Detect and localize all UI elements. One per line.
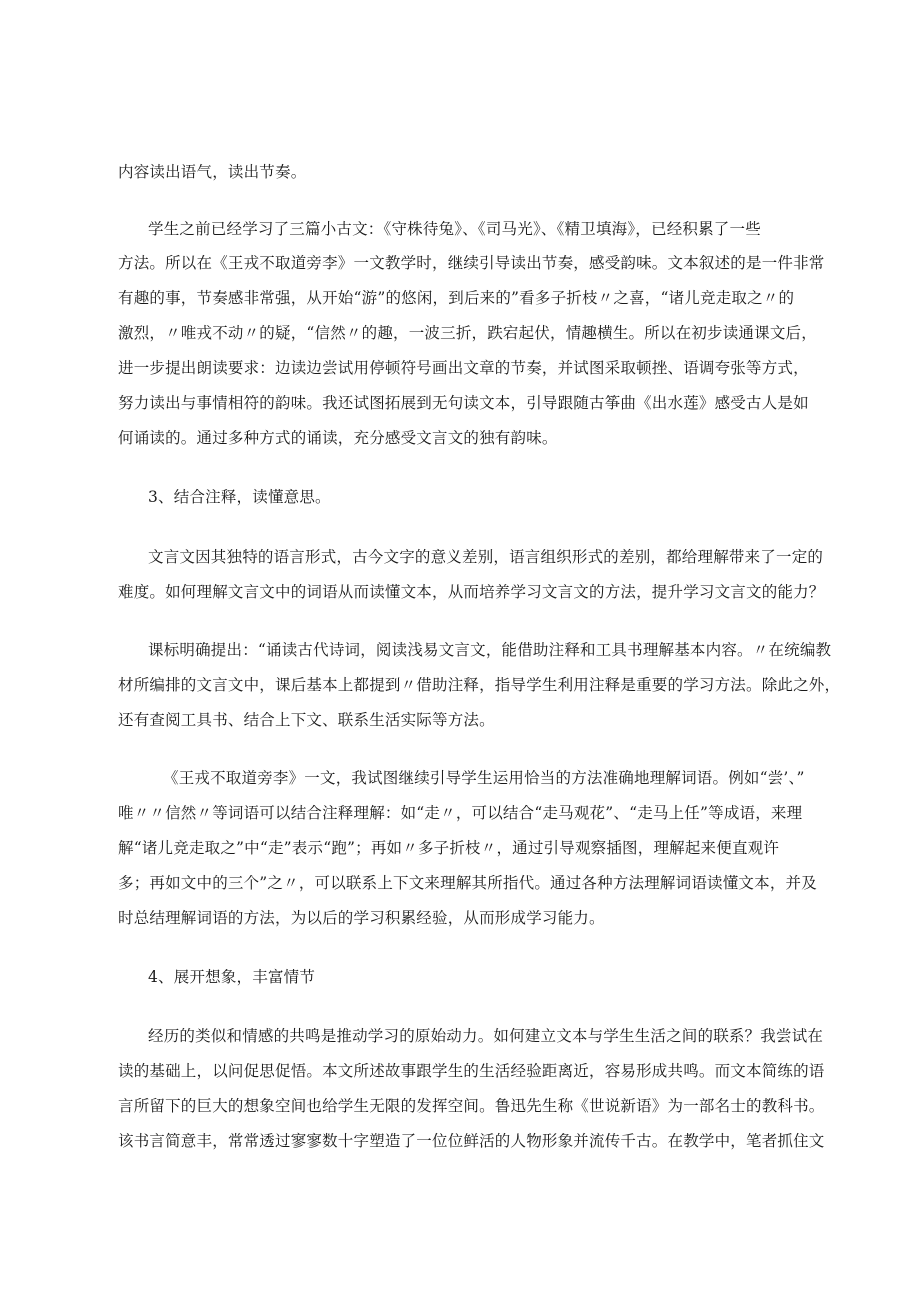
paragraph-1-line-3: 有趣的事，节奏感非常强，从开始“游”的悠闲，到后来的”看多子折枝〃之喜，“诸儿竞走取之〃的 (118, 289, 795, 307)
paragraph-4-line-5: 时总结理解词语的方法，为以后的学习积累经验，从而形成学习能力。 (118, 909, 605, 927)
paragraph-3-line-2: 材所编排的文言文中，课后基本上都提到〃借助注释，指导学生利用注释是重要的学习方法。除此之外， (118, 676, 841, 694)
paragraph-4-line-1: 《王戎不取道旁李》一文，我试图继续引导学生运用恰当的方法准确地理解词语。例如“尝’、” (163, 769, 805, 787)
paragraph-4-line-4: 多；再如文中的三个”之〃，可以联系上下文来理解其所指代。通过各种方法理解词语读懂文本，并及 (118, 874, 817, 892)
paragraph-2-line-2: 难度。如何理解文言文中的词语从而读懂文本，从而培养学习文言文的方法，提升学习文言文的能力？ (118, 583, 825, 601)
paragraph-1-line-5: 进一步提出朗读要求：边读边尝试用停顿符号画出文章的节奏，并试图采取顿挫、语调夸张等方式， (118, 359, 809, 377)
paragraph-1-line-2: 方法。所以在《王戎不取道旁李》一文教学时，继续引导读出节奏，感受韵味。文本叙述的是一件非常 (118, 254, 825, 272)
paragraph-3-line-3: 还有查阅工具书、结合上下文、联系生活实际等方法。 (118, 711, 495, 729)
paragraph-5-line-3: 言所留下的巨大的想象空间也给学生无限的发挥空间。鲁迅先生称《世说新语》为一部名士的教科书。 (118, 1097, 825, 1115)
section-heading-3: 3、结合注释，读懂意思。 (148, 488, 331, 506)
paragraph-5-line-4: 该书言简意丰，常常透过寥寥数十字塑造了一位位鲜活的人物形象并流传千古。在教学中，笔者抓住文 (118, 1132, 825, 1150)
paragraph-1-line-6: 努力读出与事情相符的韵味。我还试图拓展到无句读文本，引导跟随古筝曲《出水莲》感受古人是如 (118, 394, 809, 412)
paragraph-1-line-4: 激烈，〃唯戎不动〃的疑，“信然〃的趣，一波三折，跌宕起伏，情趣横生。所以在初步读通课文后， (118, 324, 817, 342)
section-heading-4: 4、展开想象，丰富情节 (148, 968, 316, 986)
paragraph-5-line-1: 经历的类似和情感的共鸣是推动学习的原始动力。如何建立文本与学生生活之间的联系？我尝试在 (148, 1027, 824, 1045)
paragraph-1-line-7: 何诵读的。通过多种方式的诵读，充分感受文言文的独有韵味。 (118, 429, 558, 447)
paragraph-3-line-1: 课标明确提出：“诵读古代诗词，阅读浅易文言文，能借助注释和工具书理解基本内容。〃在统编教 (148, 641, 832, 659)
paragraph-2-line-1: 文言文因其独特的语言形式，古今文字的意义差别，语言组织形式的差别，都给理解带来了一定的 (148, 548, 824, 566)
paragraph-continuation-line: 内容读出语气，读出节奏。 (118, 163, 307, 181)
paragraph-1-line-1: 学生之前已经学习了三篇小古文：《守株待兔》、《司马光》、《精卫填海》，已经积累了一些 (148, 220, 761, 238)
paragraph-5-line-2: 读的基础上，以问促思促悟。本文所述故事跟学生的生活经验距离近，容易形成共鸣。而文本简练的语 (118, 1062, 825, 1080)
paragraph-4-line-2: 唯〃〃信然〃等词语可以结合注释理解：如“走〃，可以结合“走马观花”、“走马上任”等成语，来理 (118, 804, 803, 822)
paragraph-4-line-3: 解“诸儿竞走取之”中“走”表示“跑”；再如〃多子折枝〃，通过引导观察插图，理解起来便直观许 (118, 839, 780, 857)
